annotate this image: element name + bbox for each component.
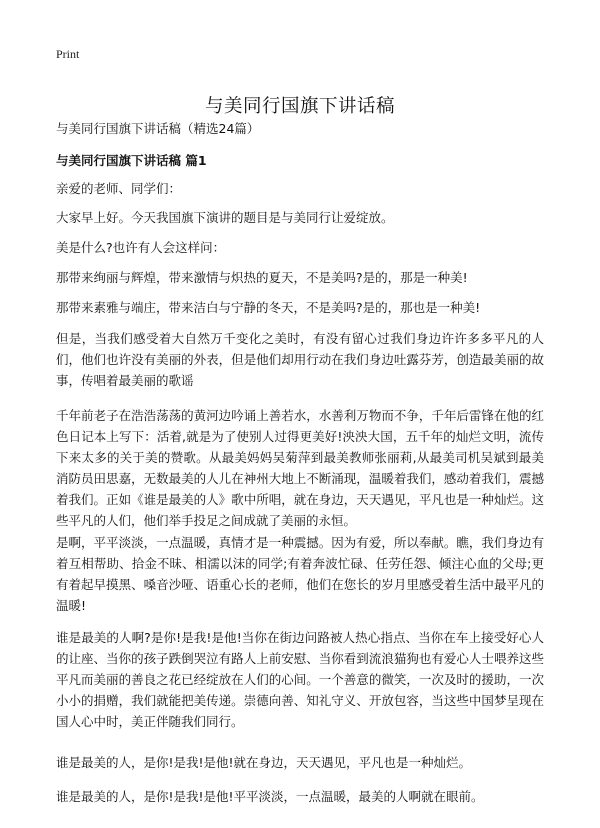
paragraph: 千年前老子在浩浩荡荡的黄河边吟诵上善若水，水善利万物而不争，千年后雷锋在他的红色日记本上写下：活着,就是为了使别人过得更美好!泱泱大国，五千年的灿烂文明，流传下来太多的关于美的赞歌。从最美妈妈吴菊萍到最美教师张丽莉,从最美司机吴斌到最美消防员田思嘉，无数最美的人儿在神州大地上不断涌现，温暖着我们，感动着我们，震撼着我们。正如《谁是最美的人》歌中所唱，就在身边，天天遇见，平凡也是一种灿烂。这些平凡的人们，他们举手投足之间成就了美丽的永恒。: [56, 408, 544, 528]
print-link[interactable]: Print: [56, 47, 80, 61]
document-subtitle: 与美同行国旗下讲话稿（精选24篇）: [56, 121, 260, 136]
paragraph: 但是，当我们感受着大自然万千变化之美时，有没有留心过我们身边许许多多平凡的人们，他们也许没有美丽的外表，但是他们却用行动在我们身边吐露芬芳，创造最美丽的故事，传唱着最美丽的歌谣: [56, 331, 544, 388]
section-heading: 与美同行国旗下讲话稿 篇1: [56, 153, 207, 168]
document-title: 与美同行国旗下讲话稿: [204, 96, 395, 118]
paragraph: 那带来绚丽与辉煌，带来激情与炽热的夏天，不是美吗?是的，那是一种美!: [56, 270, 468, 285]
paragraph: 是啊，平平淡淡，一点温暖，真情才是一种震撼。因为有爱，所以奉献。瞧，我们身边有着互相帮助、拾金不昧、相濡以沫的同学;有着奔波忙碌、任劳任怨、倾注心血的父母;更有着起早摸黑、嗓音沙哑、语重心长的老师，他们在您长的岁月里感受着生活中最平凡的温暖!: [56, 535, 544, 613]
paragraph: 谁是最美的人，是你!是我!是他!就在身边，天天遇见，平凡也是一种灿烂。: [56, 755, 472, 770]
paragraph: 亲爱的老师、同学们：: [56, 181, 182, 196]
paragraph: 大家早上好。今天我国旗下演讲的题目是与美同行让爱绽放。: [56, 210, 394, 225]
paragraph: 谁是最美的人，是你!是我!是他!平平淡淡，一点温暖，最美的人啊就在眼前。: [56, 789, 484, 804]
paragraph: 那带来素雅与端庄，带来洁白与宁静的冬天，不是美吗?是的，那也是一种美!: [56, 300, 481, 315]
paragraph: 美是什么?也许有人会这样问：: [56, 240, 226, 255]
paragraph: 谁是最美的人啊?是你!是我!是他!当你在街边问路被人热心指点、当你在车上接受好心人的让座、当你的孩子跌倒哭泣有路人上前安慰、当你看到流浪猫狗也有爱心人士喂养这些平凡而美丽的善良之花已经绽放在人们的心间。一个善意的微笑，一次及时的援助，一次小小的捐赠，我们就能把美传递。崇德向善、知礼守义、开放包容，当这些中国梦呈现在国人心中时，美正伴随我们同行。: [56, 630, 544, 729]
